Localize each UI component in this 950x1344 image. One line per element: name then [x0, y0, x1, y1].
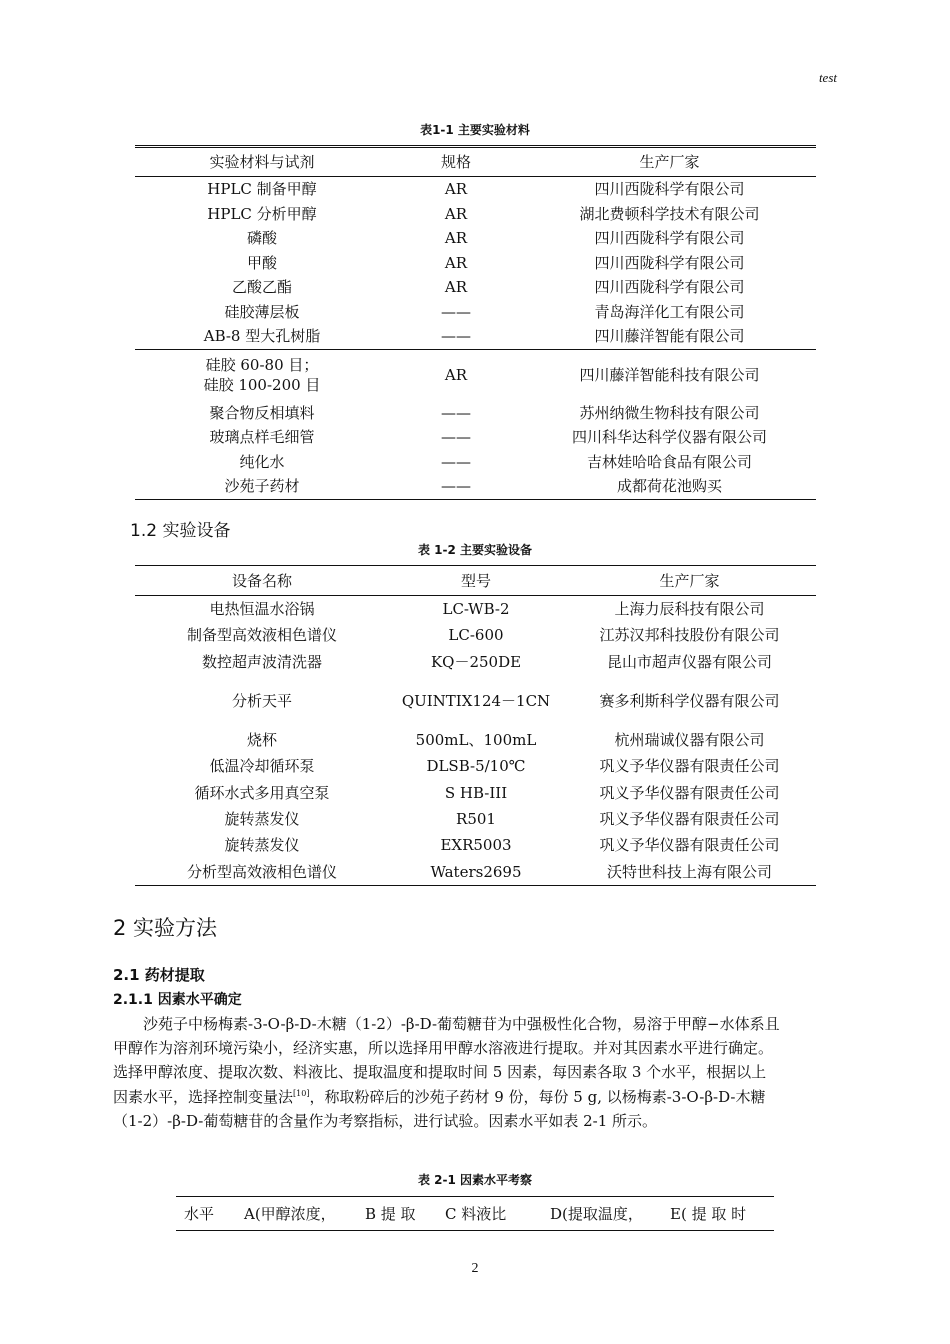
paragraph-line: 沙苑子中杨梅素-3-O-β-D-木糖（1-2）-β-D-葡萄糖苷为中强极性化合物，易溶于甲醇−水体系且: [143, 1015, 780, 1033]
paragraph-line: （1-2）-β-D-葡萄糖苷的含量作为考察指标，进行试验。因素水平如表 2-1 所示。: [113, 1111, 658, 1130]
cell: 乙酸乙酯: [231, 278, 292, 297]
cell: 赛多利斯科学仪器有限公司: [599, 691, 780, 710]
table1-caption: 表1-1 主要实验材料: [420, 123, 530, 137]
cell: AR: [444, 253, 468, 272]
paragraph-line: 选择甲醇浓度、提取次数、料液比、提取温度和提取时间 5 因素，每因素各取 3 个水平，根据以上: [113, 1063, 767, 1082]
table2-caption: 表 1-2 主要实验设备: [417, 543, 533, 557]
table-row: [135, 202, 816, 227]
column-header: A(甲醇浓度，: [244, 1204, 336, 1223]
cell: ——: [441, 302, 471, 321]
paragraph-text: ，称取粉碎后的沙苑子药材 9 份，每份 5 g, 以杨梅素-3-O-β-D-木糖: [309, 1087, 766, 1106]
cell: 旋转蒸发仪: [224, 836, 300, 855]
table-row: [135, 251, 816, 276]
cell: 巩义予华仪器有限责任公司: [599, 809, 780, 828]
column-header: 实验材料与试剂: [135, 147, 389, 177]
cell: HPLC 分析甲醇: [207, 204, 317, 223]
cell: ——: [441, 428, 471, 447]
cell: 上海力辰科技有限公司: [614, 600, 765, 619]
table-row: [135, 349, 816, 401]
cell: 杭州瑞诚仪器有限公司: [614, 731, 765, 750]
table-row: [135, 727, 816, 753]
column-header: B 提 取: [365, 1204, 416, 1223]
cell: [135, 349, 389, 401]
table-row: [135, 622, 816, 648]
table-row: [135, 450, 816, 475]
cell: 四川科华达科学仪器有限公司: [571, 428, 767, 447]
cell: AB-8 型大孔树脂: [203, 327, 321, 346]
cell: 四川西陇科学有限公司: [594, 180, 745, 199]
cell: 四川藤洋智能科技有限公司: [523, 349, 816, 401]
table-row: [135, 300, 816, 325]
cell: AR: [444, 180, 468, 199]
cell: 苏州纳微生物科技有限公司: [579, 403, 760, 422]
subsection-heading: 2.1.1 因素水平确定: [113, 992, 242, 1008]
cell: 江苏汉邦科技股份有限公司: [599, 626, 780, 645]
cell: 湖北费顿科学技术有限公司: [579, 204, 760, 223]
cell: 四川西陇科学有限公司: [594, 253, 745, 272]
body-paragraph: [113, 1012, 843, 1133]
cell: AR: [444, 229, 468, 248]
cell: 四川西陇科学有限公司: [594, 229, 745, 248]
column-header: D(提取温度，: [550, 1204, 643, 1223]
table-row: [135, 425, 816, 450]
cell: 低温冷却循环泵: [209, 757, 315, 776]
cell: S HB-III: [444, 783, 508, 802]
table-header-row: [135, 566, 816, 596]
cell: HPLC 制备甲醇: [207, 180, 317, 199]
cell: 甲酸: [246, 253, 277, 272]
cell: 四川藤洋智能有限公司: [594, 327, 745, 346]
cell: 旋转蒸发仪: [224, 809, 300, 828]
cell: R501: [456, 809, 496, 828]
cell: 磷酸: [246, 229, 277, 248]
column-header: 水平: [184, 1204, 215, 1223]
table-row: [135, 779, 816, 805]
column-header: 生产厂家: [523, 147, 816, 177]
cell: 成都荷花池购买: [616, 477, 722, 496]
table3-caption: 表 2-1 因素水平考察: [417, 1173, 533, 1187]
cell: ——: [441, 452, 471, 471]
column-header: 生产厂家: [563, 566, 816, 596]
page-number: 2: [471, 1261, 479, 1276]
cell: 数控超声波清洗器: [201, 652, 322, 671]
paragraph-text: 因素水平，选择控制变量法: [113, 1087, 294, 1106]
table-row: [135, 649, 816, 675]
cell: AR: [444, 204, 468, 223]
cell: 电热恒温水浴锅: [209, 600, 315, 619]
cell: 巩义予华仪器有限责任公司: [599, 783, 780, 802]
cell: 沙苑子药材: [224, 477, 300, 496]
equipment-table: [135, 565, 816, 886]
table-row: [135, 596, 816, 623]
cell: Waters2695: [430, 862, 522, 881]
factor-level-table: [176, 1196, 774, 1231]
table-row: [135, 324, 816, 349]
cell: 分析型高效液相色谱仪: [186, 862, 337, 881]
cell: 吉林娃哈哈食品有限公司: [586, 452, 752, 471]
cell: AR: [444, 278, 468, 297]
column-header: 设备名称: [135, 566, 389, 596]
cell: 四川西陇科学有限公司: [594, 278, 745, 297]
section-heading: 1.2 实验设备: [130, 521, 231, 541]
paragraph-line: [113, 1085, 843, 1109]
cell: 硅胶薄层板: [224, 302, 300, 321]
cell: ——: [441, 403, 471, 422]
cell: 500mL、100mL: [415, 731, 537, 750]
cell: ——: [441, 477, 471, 496]
table-row: [135, 806, 816, 832]
table-row: [135, 675, 816, 727]
cell: AR: [389, 349, 523, 401]
cell-line: 硅胶 100-200 目: [203, 376, 321, 394]
column-header: C 料液比: [445, 1204, 507, 1223]
cell: 沃特世科技上海有限公司: [606, 862, 772, 881]
table-row: [135, 177, 816, 202]
column-header: 规格: [389, 147, 523, 177]
table-row: [135, 401, 816, 426]
cell-line: 硅胶 60-80 目；: [205, 356, 319, 374]
table-header-row: [176, 1197, 774, 1231]
cell: 聚合物反相填料: [209, 403, 315, 422]
header-tag: test: [818, 70, 837, 85]
cell: 玻璃点样毛细管: [209, 428, 315, 447]
table-row: [135, 753, 816, 779]
cell: EXR5003: [440, 836, 512, 855]
cell: 青岛海洋化工有限公司: [594, 302, 745, 321]
table-row: [135, 226, 816, 251]
cell: QUINTIX124－1CN: [401, 691, 551, 710]
cell: 巩义予华仪器有限责任公司: [599, 757, 780, 776]
column-header: E( 提 取 时: [670, 1204, 747, 1223]
cell: 昆山市超声仪器有限公司: [606, 652, 772, 671]
citation-ref[interactable]: [10]: [293, 1088, 310, 1098]
section-heading: 2.1 药材提取: [113, 966, 205, 984]
paragraph-line: 甲醇作为溶剂环境污染小，经济实惠，所以选择用甲醇水溶液进行提取。并对其因素水平进行确定。: [113, 1039, 774, 1058]
cell: LC-WB-2: [442, 600, 510, 619]
chapter-heading: 2 实验方法: [113, 916, 218, 940]
table-row: [135, 474, 816, 499]
table-row: [135, 275, 816, 300]
cell: KQ－250DE: [430, 652, 522, 671]
materials-table: [135, 145, 816, 500]
column-header: 型号: [389, 566, 563, 596]
cell: DLSB-5/10℃: [426, 757, 526, 776]
cell: 分析天平: [231, 691, 292, 710]
table-row: [135, 858, 816, 885]
cell: 烧杯: [246, 731, 277, 750]
cell: ——: [441, 327, 471, 346]
table-row: [135, 832, 816, 858]
table-header-row: [135, 147, 816, 177]
cell: LC-600: [448, 626, 504, 645]
cell: 巩义予华仪器有限责任公司: [599, 836, 780, 855]
cell: 纯化水: [239, 452, 285, 471]
cell: 循环水式多用真空泵: [194, 783, 330, 802]
cell: 制备型高效液相色谱仪: [186, 626, 337, 645]
